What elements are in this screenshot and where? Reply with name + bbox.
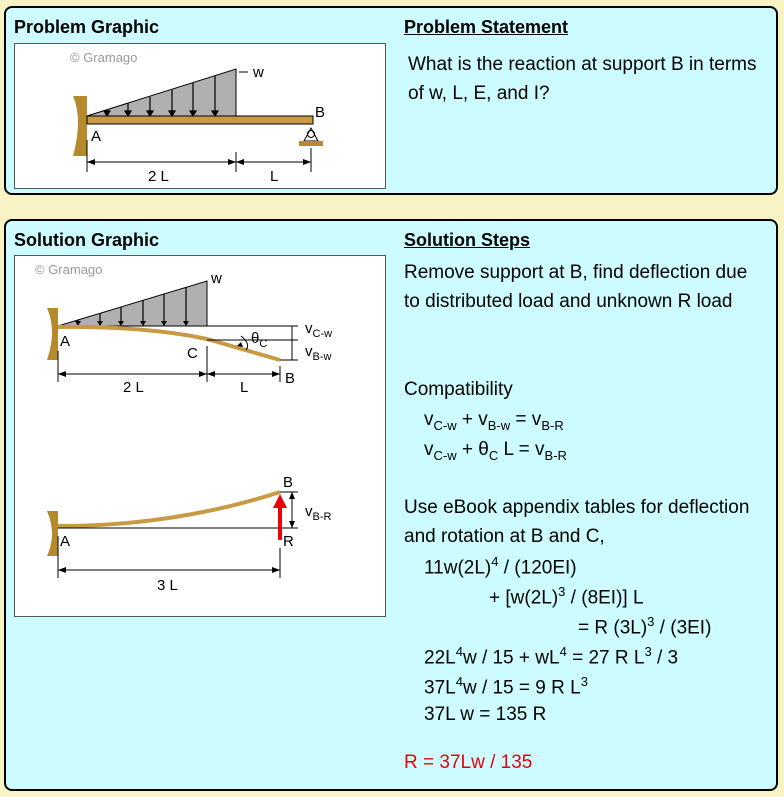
distributed-load [87,69,236,116]
fixed-wall-2 [47,511,58,556]
dim-3l: 3 L [157,577,178,594]
w-label: w [253,64,264,81]
tables-text: Use eBook appendix tables for deflection and rotation at B and C, [404,497,750,547]
w-label: w [211,270,222,287]
answer: R = 37Lw / 135 [404,752,533,773]
dim-2l: 2 L [148,168,169,185]
solution-panel [4,219,778,791]
beam [87,116,313,124]
deflected-beam-1 [58,327,280,360]
label-r: R [283,533,294,550]
deflected-beam-2 [58,492,280,526]
theta-c-label: $\theta_C$ [251,330,268,350]
problem-statement-text: What is the reaction at support B in terms of w, L, E, and I? [408,54,757,104]
label-a: A [91,128,102,145]
label-b-2: B [283,474,294,491]
fixed-wall [73,96,87,156]
eq-line-4: $22L^4w / 15 + wL^4 = 27$ R $L^3 / 3$ [424,644,679,669]
problem-graphic-title: Problem Graphic [14,17,160,37]
v-bw-label: $v_{B-w}$ [305,343,332,363]
copyright-text: © Gramago [35,262,103,277]
dim-2l: 2 L [123,379,144,396]
eq-line-1: $11w(2L)^4 / (120EI)$ [424,554,577,579]
dim-l: L [270,168,279,185]
problem-panel [4,6,778,195]
dim-l: L [240,379,249,396]
compat-eq-2: $v_{C-w} + \theta_C$ $L = v_{B-R}$ [424,439,567,463]
compatibility-title: Compatibility [404,379,513,400]
label-b: B [315,104,326,121]
problem-statement-title: Problem Statement [404,17,569,37]
eq-line-6: 37L w = 135 R [424,704,547,725]
dimension-lines-2 [58,536,280,578]
pin-support [304,128,318,141]
distributed-load [58,281,207,326]
label-b: B [285,370,296,387]
compat-eq-1: $v_{C-w} + v_{B-w} = v_{B-R}$ [424,409,564,433]
eq-line-5: $37L^4w / 15 = 9$ R $L^3$ [424,674,588,699]
eq-line-3: = R $(3L)^3 / (3EI)$ [578,614,712,639]
solution-steps-title: Solution Steps [404,230,530,250]
label-a-2: A [60,533,71,550]
label-a: A [60,333,71,350]
solution-graphic-title: Solution Graphic [14,230,160,250]
eq-line-2: + $[w(2L)^3 / (8EI)]$ L [489,584,644,609]
v-br-label: $v_{B-R}$ [305,503,332,523]
v-cw-label: $v_{C-w}$ [305,320,333,340]
step-intro: Remove support at B, find deflection due to distributed load and unknown R load [404,262,748,312]
solution-graphic [14,255,386,617]
reaction-arrow-head [273,494,287,508]
pin-ground [299,141,323,146]
solution-diagram [15,256,385,616]
copyright-text: © Gramago [70,50,138,65]
label-c: C [187,345,198,362]
problem-graphic [14,43,386,189]
problem-diagram [15,44,385,188]
fixed-wall-1 [47,308,58,360]
